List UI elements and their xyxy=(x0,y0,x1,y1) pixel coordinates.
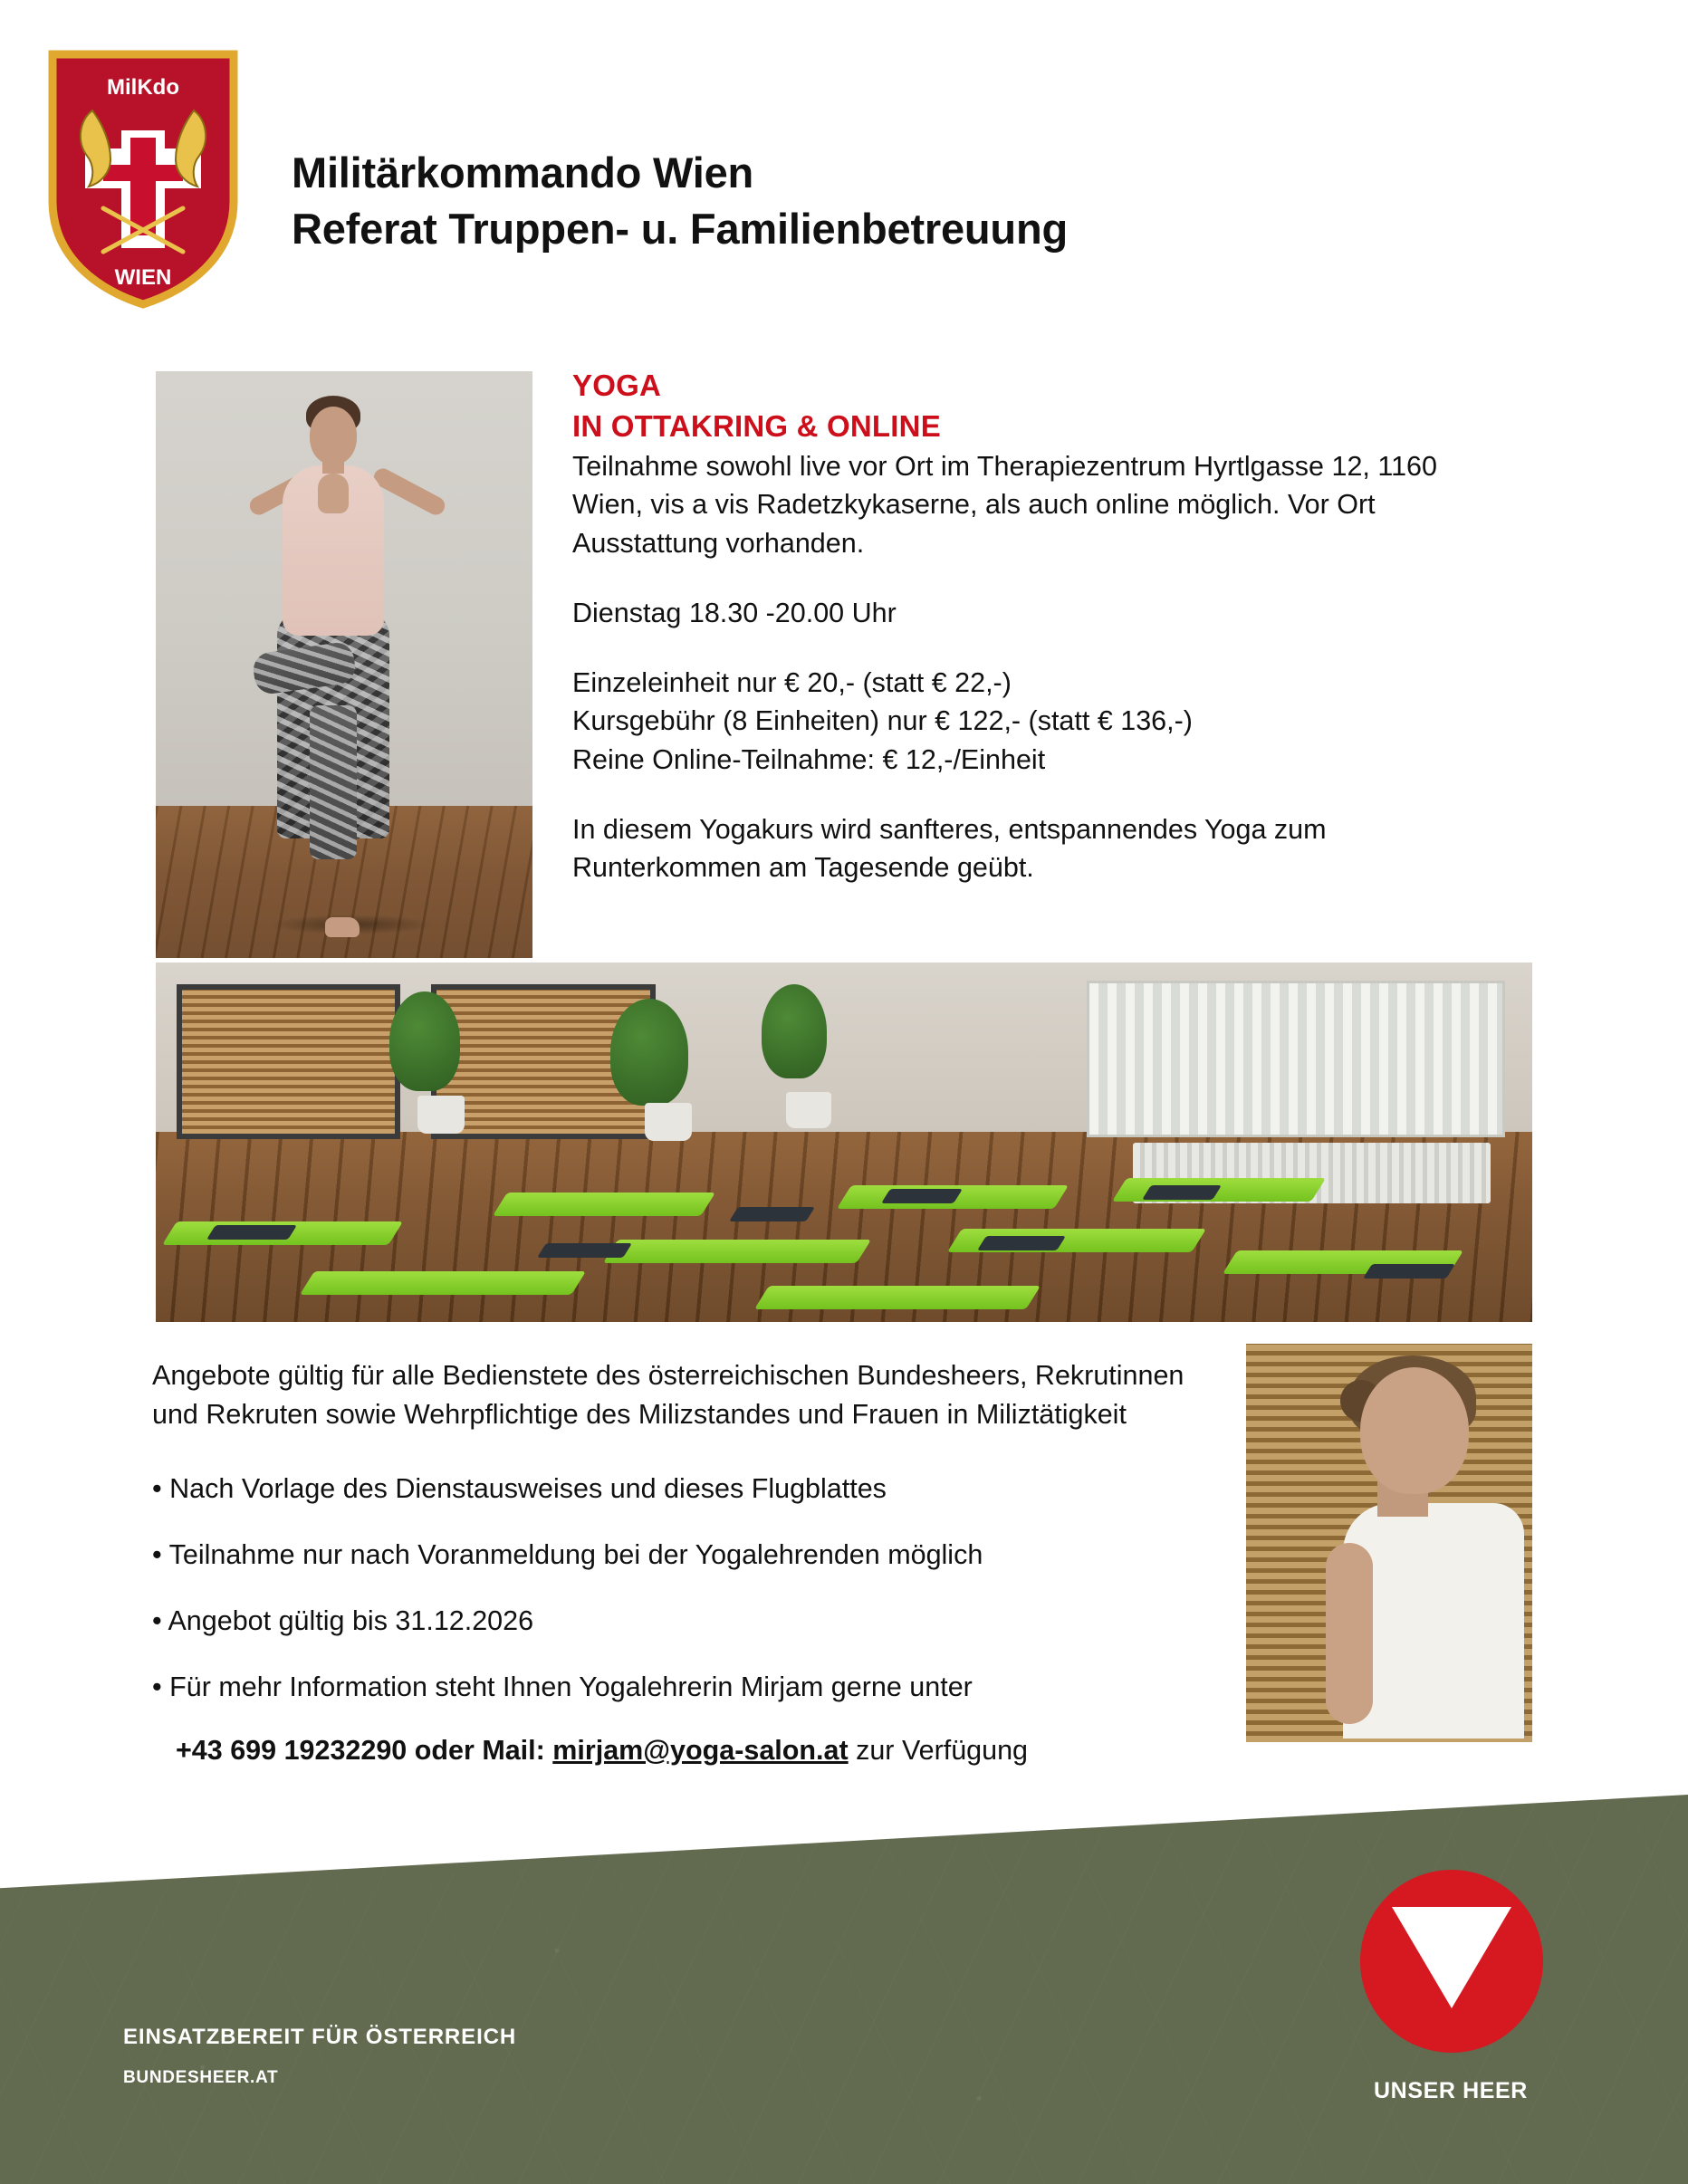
figure-prayer-hands xyxy=(318,474,349,513)
yoga-tree-pose-photo xyxy=(156,371,532,958)
contact-phone: +43 699 19232290 oder Mail: xyxy=(176,1734,553,1766)
yoga-mat xyxy=(602,1240,870,1263)
offer-time: Dienstag 18.30 -20.00 Uhr xyxy=(572,597,897,628)
footer-claim: EINSATZBEREIT FÜR ÖSTERREICH xyxy=(123,2025,517,2049)
folded-blanket xyxy=(537,1243,632,1258)
yoga-mat xyxy=(300,1271,586,1295)
conditions-bullets xyxy=(152,1470,1230,1767)
teacher-arm xyxy=(1326,1543,1373,1724)
list-item: • Angebot gültig bis 31.12.2026 xyxy=(152,1605,534,1637)
offer-details xyxy=(572,366,1514,887)
folded-blanket xyxy=(206,1225,297,1240)
offer-headline-1: YOGA xyxy=(572,369,661,402)
offer-price-single: Einzeleinheit nur € 20,- (statt € 22,-) xyxy=(572,666,1012,698)
yoga-mat xyxy=(493,1193,715,1216)
figure-foot xyxy=(325,917,360,937)
list-item: • Teilnahme nur nach Voranmeldung bei der Yogalehrenden möglich xyxy=(152,1538,983,1570)
folded-blanket xyxy=(977,1236,1066,1250)
studio-plant-2 xyxy=(610,999,688,1106)
list-item: • Nach Vorlage des Dienstausweises und dieses Flugblattes xyxy=(152,1472,887,1504)
studio-window-blinds xyxy=(1087,981,1505,1137)
emblem-triangle xyxy=(1392,1907,1511,2008)
title-line-2: Referat Truppen- u. Familienbetreuung xyxy=(292,205,1068,254)
yoga-teacher-photo xyxy=(1246,1344,1532,1742)
list-item: • Für mehr Information steht Ihnen Yogalehrerin Mirjam gerne unter xyxy=(152,1672,973,1703)
studio-pot-1 xyxy=(417,1096,465,1134)
contact-suffix: zur Verfügung xyxy=(848,1734,1029,1766)
page-title xyxy=(292,145,1469,257)
studio-plant-3 xyxy=(762,984,827,1078)
studio-pot-3 xyxy=(786,1092,831,1128)
conditions-intro: Angebote gültig für alle Bedienstete des österreichischen Bundesheers, Rekrutinnen und Rekruten sowie Wehrpflichtige des Milizstandes und Frauen in Miliztätigkeit xyxy=(152,1360,1184,1431)
emblem-label: UNSER HEER xyxy=(1374,2078,1528,2103)
folded-blanket xyxy=(1363,1264,1455,1279)
figure-standing-leg xyxy=(310,705,357,859)
contact-email-link[interactable]: mirjam@yoga-salon.at xyxy=(552,1734,849,1766)
contact-line xyxy=(176,1735,1230,1767)
folded-blanket xyxy=(881,1189,963,1203)
page-footer xyxy=(0,1795,1688,2184)
offer-headline-2: IN OTTAKRING & ONLINE xyxy=(572,408,941,443)
studio-plant-1 xyxy=(389,991,460,1091)
conditions-block xyxy=(152,1356,1230,1767)
crest-top-text: MilKdo xyxy=(107,75,179,100)
offer-description: In diesem Yogakurs wird sanfteres, entspannendes Yoga zum Runterkommen am Tagesende geübt. xyxy=(572,813,1327,884)
crest-bottom-text: WIEN xyxy=(114,265,172,290)
studio-wall-panel-1 xyxy=(177,984,401,1139)
offer-price-online: Reine Online-Teilnahme: € 12,-/Einheit xyxy=(572,743,1046,775)
yoga-studio-photo xyxy=(156,963,1532,1322)
offer-intro: Teilnahme sowohl live vor Ort im Therapiezentrum Hyrtlgasse 12, 1160 Wien, vis a vis Radetzkykaserne, als auch online möglich. Vor Ort Ausstattung vorhanden. xyxy=(572,450,1437,560)
militarkommando-wien-crest-icon xyxy=(43,47,243,310)
yoga-mat xyxy=(754,1286,1041,1309)
footer-claim-block xyxy=(123,2025,516,2088)
folded-blanket xyxy=(1142,1185,1222,1200)
bundesheer-emblem-icon xyxy=(1360,1870,1543,2053)
folded-blanket xyxy=(729,1207,815,1221)
offer-price-course: Kursgebühr (8 Einheiten) nur € 122,- (statt € 136,-) xyxy=(572,705,1193,737)
studio-pot-2 xyxy=(645,1103,692,1141)
page-header xyxy=(0,0,1688,362)
teacher-head xyxy=(1360,1367,1469,1494)
footer-domain: BUNDESHEER.AT xyxy=(123,2068,279,2087)
figure-head xyxy=(310,407,357,465)
title-line-1: Militärkommando Wien xyxy=(292,148,754,196)
